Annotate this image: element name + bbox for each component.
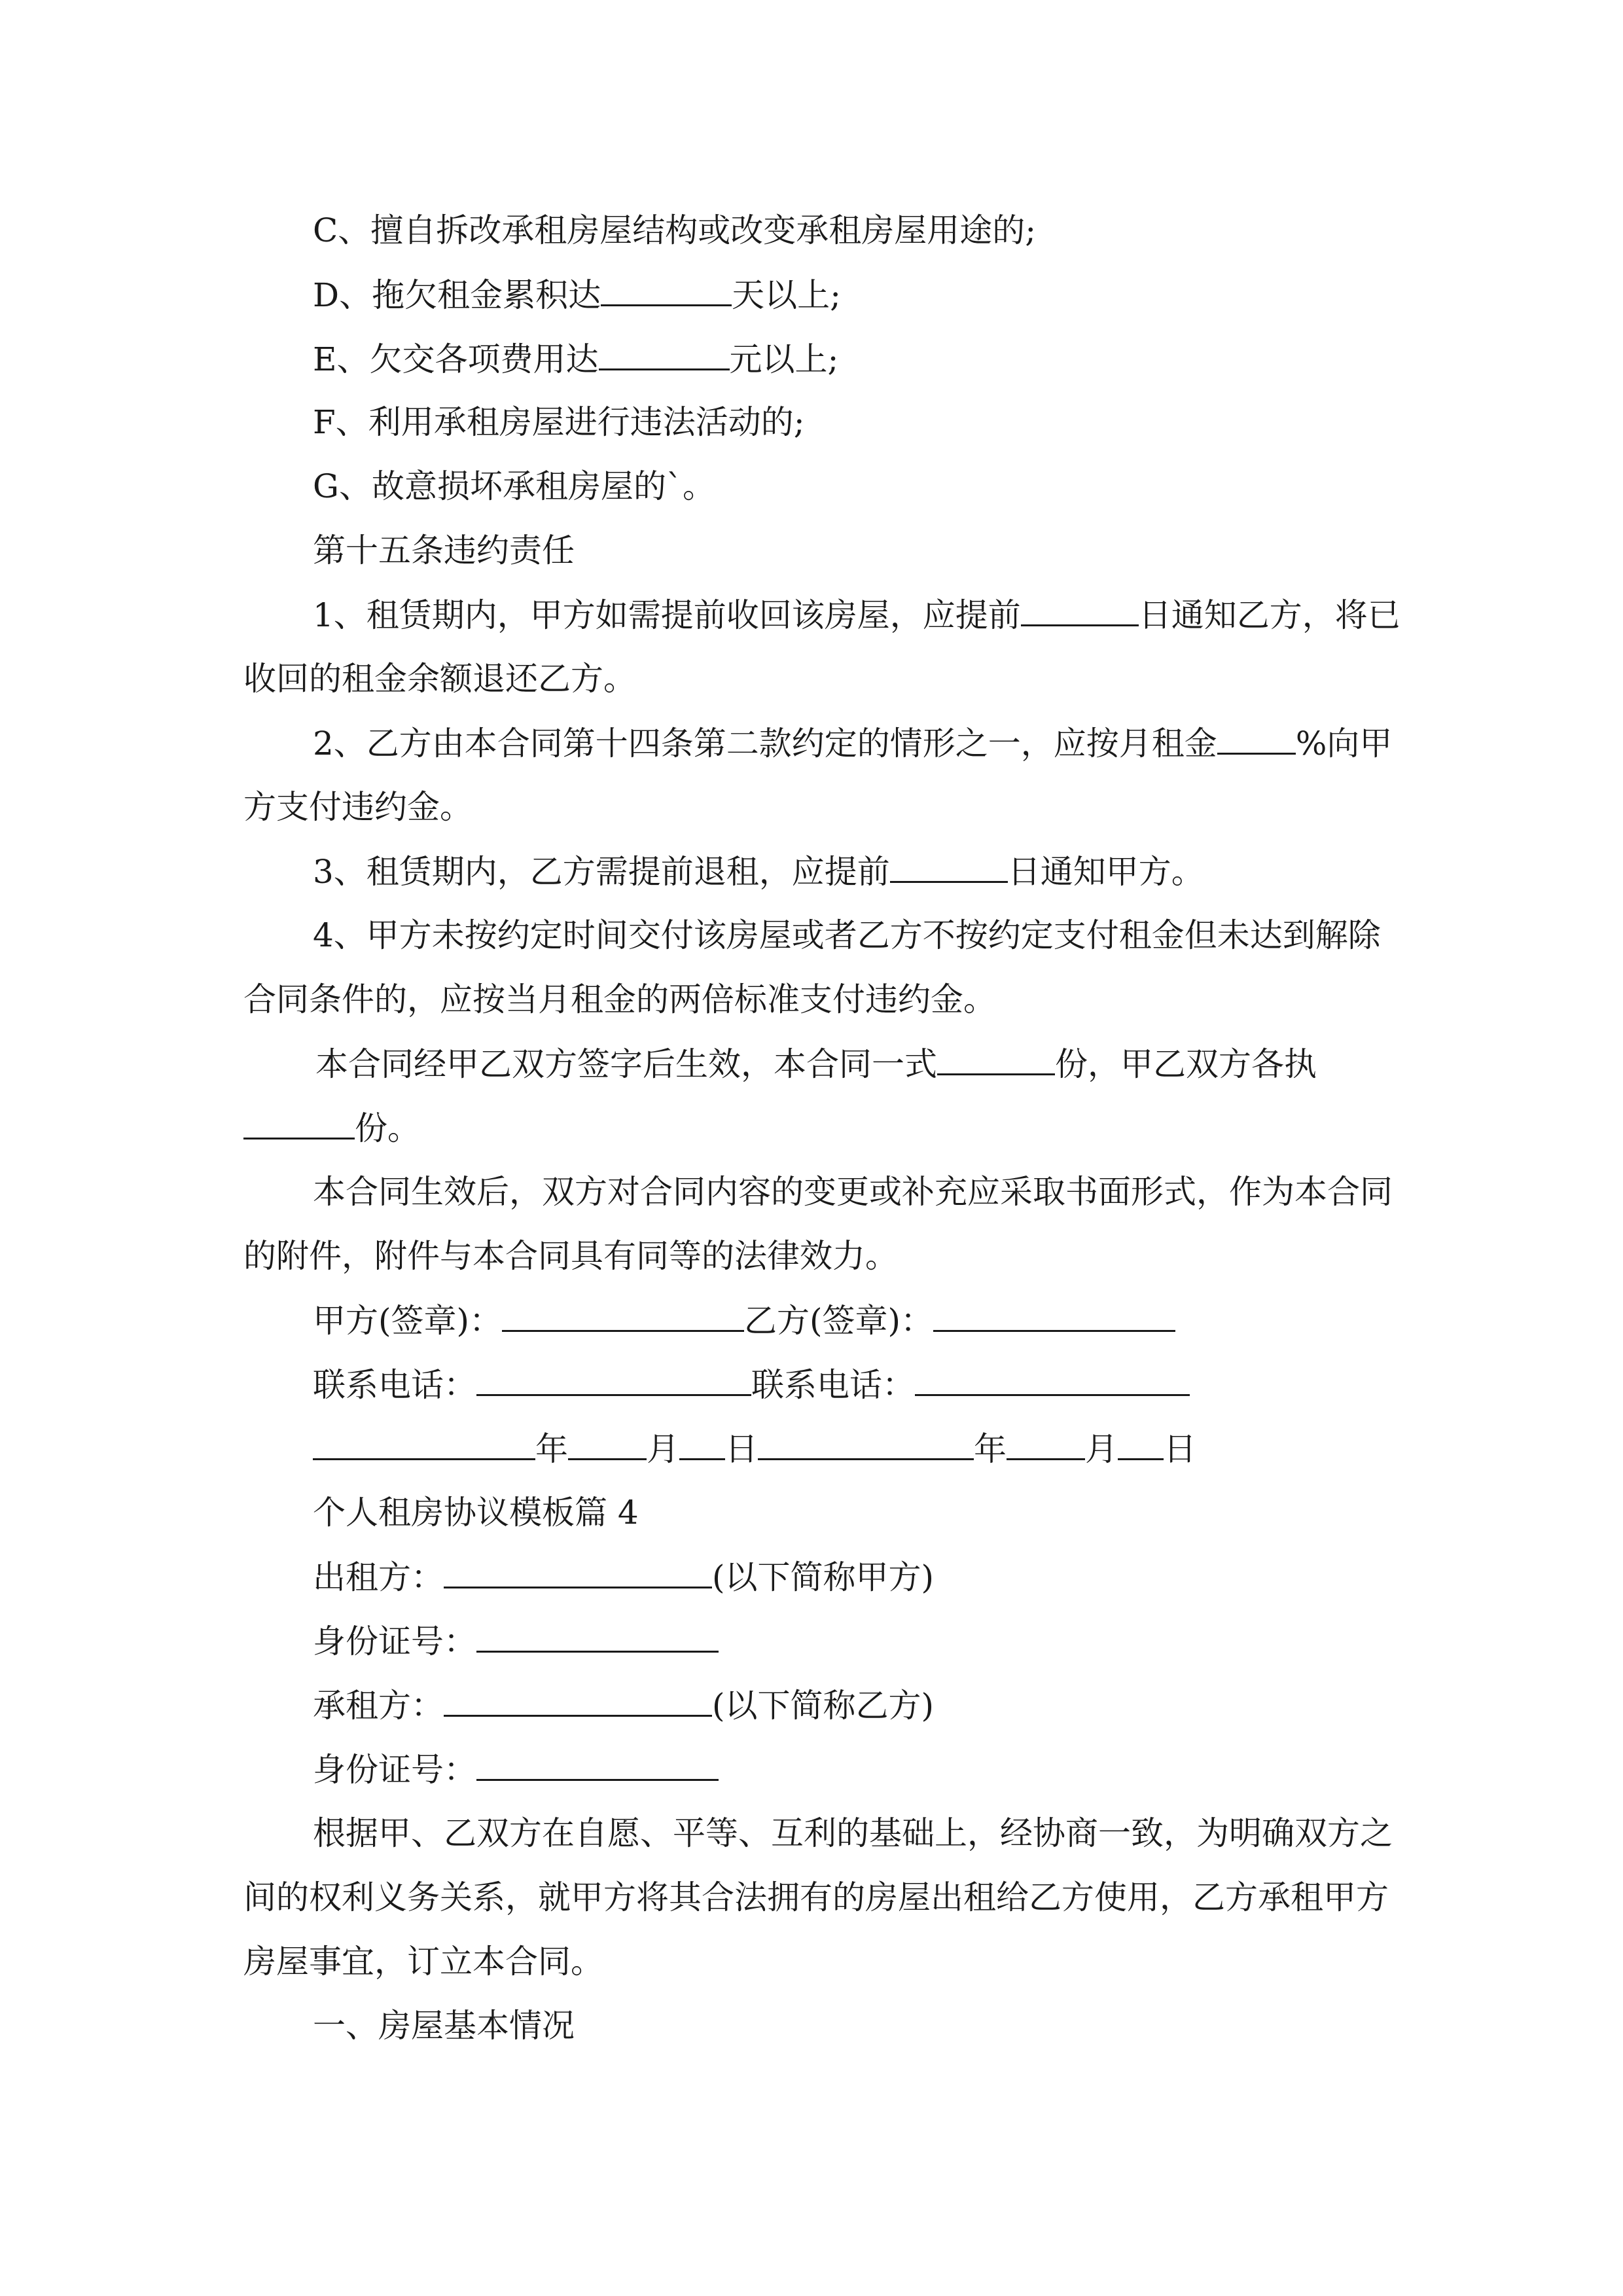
section-4-title: 个人租房协议模板篇 4 [313,1494,639,1532]
item-4-line-1: 4、甲方未按约定时间交付该房屋或者乙方不按约定支付租金但未达到解除 [313,916,1381,954]
lessee-id-blank[interactable] [476,1753,719,1781]
lessee-id-label: 身份证号： [313,1751,476,1789]
preamble-line-1: 根据甲、乙双方在自愿、平等、互利的基础上，经协商一致，为明确双方之 [313,1814,1393,1852]
phone-row [313,1366,1190,1404]
lessee-label: 承租方： [313,1687,444,1725]
clause-c: C、擅自拆改承租房屋结构或改变承租房屋用途的; [313,211,1037,249]
clause-e-prefix: E、欠交各项费用达 [313,340,599,378]
clause-d-prefix: D、拖欠租金累积达 [313,276,601,314]
item-3-prefix: 3、租赁期内，乙方需提前退租，应提前 [313,853,890,891]
copies-each-blank[interactable] [243,1111,355,1139]
item-2-line-2: 方支付违约金。 [243,788,473,826]
date-b-day-blank[interactable] [1118,1432,1164,1460]
item-1-line-2: 收回的租金余额退还乙方。 [243,660,636,698]
item-2-line-1 [313,726,1392,760]
item-2-blank[interactable] [1217,726,1296,755]
phone-a-blank[interactable] [476,1368,751,1396]
party-b-sign-blank[interactable] [933,1304,1175,1332]
item-1-prefix: 1、租赁期内，甲方如需提前收回该房屋，应提前 [313,596,1021,634]
lessee-note: (以下简称乙方) [712,1687,935,1725]
date-b-year-label: 年 [974,1430,1007,1468]
copies-line-1 [315,1047,1317,1081]
phone-a-label: 联系电话： [313,1366,476,1404]
date-a-day-label: 日 [725,1430,758,1468]
clause-d [313,278,841,312]
lessor-label: 出租方： [313,1558,444,1596]
copies-prefix: 本合同经甲乙双方签字后生效，本合同一式 [315,1045,937,1083]
lessor-note: (以下简称甲方) [712,1558,935,1596]
copies-mid: 份，甲乙双方各执 [1055,1045,1317,1083]
date-row [313,1430,1196,1468]
item-2-prefix: 2、乙方由本合同第十四条第二款约定的情形之一，应按月租金 [313,725,1217,762]
date-a-month-label: 月 [647,1430,679,1468]
item-1-suffix: 日通知乙方，将已 [1138,596,1400,634]
date-b-day-label: 日 [1164,1430,1196,1468]
item-3-suffix: 日通知甲方。 [1007,853,1204,891]
date-b-month-label: 月 [1085,1430,1118,1468]
amend-line-1: 本合同生效后，双方对合同内容的变更或补充应采取书面形式，作为本合同 [313,1173,1393,1211]
item-3 [313,853,1204,891]
lessee-row [313,1687,935,1725]
phone-b-label: 联系电话： [751,1366,915,1404]
clause-d-blank[interactable] [601,278,732,306]
lessor-id-row [313,1624,719,1658]
party-a-sign-blank[interactable] [502,1304,744,1332]
clause-f: F、利用承租房屋进行违法活动的; [313,403,805,441]
lessor-id-label: 身份证号： [313,1623,476,1660]
date-a-year-label: 年 [535,1430,568,1468]
item-1-blank[interactable] [1021,598,1139,626]
clause-e-blank[interactable] [599,342,730,370]
preamble-line-3: 房屋事宜，订立本合同。 [243,1943,603,1981]
item-2-suffix: %向甲 [1295,725,1393,762]
date-a-month-blank[interactable] [568,1432,647,1460]
clause-g: G、故意损坏承租房屋的`。 [313,467,715,505]
date-b-month-blank[interactable] [1007,1432,1085,1460]
preamble-line-2: 间的权利义务关系，就甲方将其合法拥有的房屋出租给乙方使用，乙方承租甲方 [243,1878,1389,1916]
heading-house-info: 一、房屋基本情况 [313,2007,575,2045]
lessor-blank[interactable] [444,1560,712,1588]
lessor-id-blank[interactable] [476,1624,719,1653]
item-3-blank[interactable] [890,855,1008,883]
lessor-row [313,1560,934,1594]
copies-total-blank[interactable] [937,1047,1055,1075]
party-b-sign-label: 乙方(签章)： [744,1302,934,1340]
lessee-blank[interactable] [444,1689,712,1717]
lessee-id-row [313,1751,719,1789]
amend-line-2: 的附件，附件与本合同具有同等的法律效力。 [243,1237,898,1275]
article-15-title: 第十五条违约责任 [313,531,575,569]
copies-line-2 [243,1111,420,1145]
date-a-year-blank[interactable] [313,1432,535,1460]
clause-e [313,342,838,376]
signature-row [313,1302,1175,1340]
phone-b-blank[interactable] [915,1368,1190,1396]
date-a-day-blank[interactable] [679,1432,725,1460]
item-4-line-2: 合同条件的，应按当月租金的两倍标准支付违约金。 [243,980,996,1018]
party-a-sign-label: 甲方(签章)： [313,1302,503,1340]
clause-e-suffix: 元以上; [729,340,839,378]
clause-d-suffix: 天以上; [732,276,841,314]
copies-suffix: 份。 [355,1109,420,1147]
date-b-year-blank[interactable] [758,1432,974,1460]
item-1-line-1 [313,598,1400,632]
